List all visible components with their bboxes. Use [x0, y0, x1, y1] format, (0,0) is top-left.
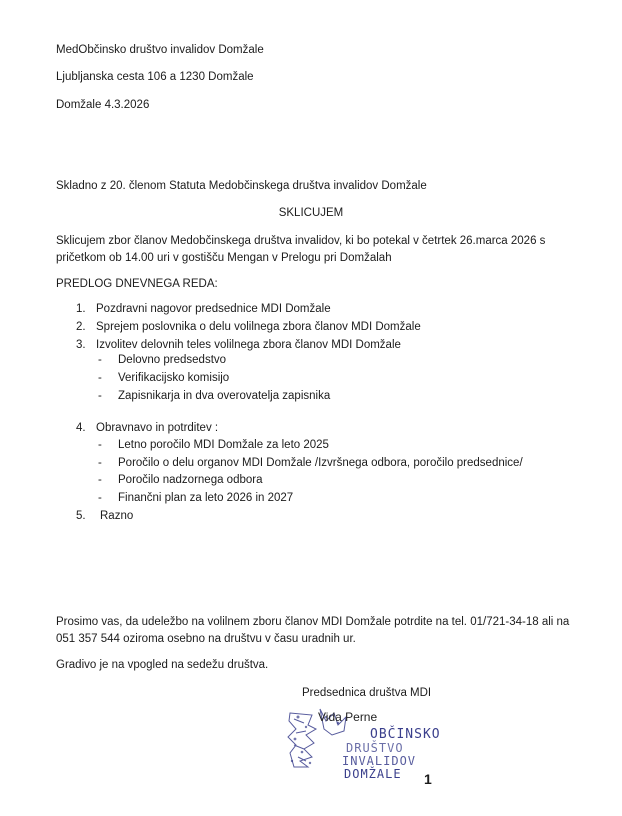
stamp-line-3: INVALIDOV — [342, 754, 417, 768]
stamp-line-2: DRUŠTVO — [346, 741, 404, 755]
agenda-number: 2. — [76, 321, 86, 333]
agenda-subitem: Zapisnikarja in dva overovatelja zapisnika — [118, 390, 331, 402]
org-address: Ljubljanska cesta 106 a 1230 Domžale — [56, 71, 254, 83]
document-title: SKLICUJEM — [278, 207, 344, 219]
signature-name: Vida Perne — [318, 710, 378, 724]
page-number: 1 — [424, 771, 432, 787]
stamp-line-4: DOMŽALE — [344, 767, 402, 781]
preamble: Skladno z 20. členom Statuta Medobčinskega društva invalidov Domžale — [56, 180, 427, 192]
intro-line-2: pričetkom ob 14.00 uri v gostišču Mengan v Prelogu pri Domžalah — [56, 252, 392, 264]
agenda-item: Obravnavo in potrditev : — [96, 422, 219, 434]
agenda-number: 4. — [76, 422, 86, 434]
bullet-dash: - — [98, 354, 102, 366]
agenda-title: PREDLOG DNEVNEGA REDA: — [56, 278, 218, 290]
agenda-item: Izvolitev delovnih teles volilnega zbora članov MDI Domžale — [96, 339, 401, 351]
agenda-item: Pozdravni nagovor predsednice MDI Domžale — [96, 303, 331, 315]
agenda-number: 1. — [76, 303, 86, 315]
bullet-dash: - — [98, 390, 102, 402]
bullet-dash: - — [98, 474, 102, 486]
agenda-subitem: Verifikacijsko komisijo — [118, 372, 230, 384]
agenda-item: Sprejem poslovnika o delu volilnega zbora članov MDI Domžale — [96, 321, 421, 333]
agenda-subitem: Delovno predsedstvo — [118, 354, 227, 366]
org-name: MedObčinsko društvo invalidov Domžale — [56, 44, 264, 56]
document-date: Domžale 4.3.2026 — [56, 99, 150, 111]
agenda-number: 5. — [76, 510, 86, 522]
bullet-dash: - — [98, 457, 102, 469]
agenda-subitem: Finančni plan za leto 2026 in 2027 — [118, 492, 294, 504]
closing-line-1: Prosimo vas, da udeležbo na volilnem zboru članov MDI Domžale potrdite na tel. 01/721-34-18 ali na — [56, 616, 570, 628]
agenda-subitem: Letno poročilo MDI Domžale za leto 2025 — [118, 439, 329, 451]
agenda-subitem: Poročilo nadzornega odbora — [118, 474, 263, 486]
bullet-dash: - — [98, 439, 102, 451]
stamp-line-1: OBČINSKO — [370, 727, 441, 742]
agenda-item: Razno — [100, 510, 134, 522]
closing-line-2: 051 357 544 oziroma osebno na društvu v času uradnih ur. — [56, 633, 356, 645]
intro-line-1: Sklicujem zbor članov Medobčinskega društva invalidov, ki bo potekal v četrtek 26.marca 2026 s — [56, 235, 546, 247]
signature-role: Predsednica društva MDI — [302, 687, 432, 699]
bullet-dash: - — [98, 492, 102, 504]
agenda-subitem: Poročilo o delu organov MDI Domžale /Izvršnega odbora, poročilo predsednice/ — [118, 457, 523, 469]
official-stamp — [286, 705, 441, 785]
materials-note: Gradivo je na vpogled na sedežu društva. — [56, 659, 269, 671]
agenda-number: 3. — [76, 339, 86, 351]
bullet-dash: - — [98, 372, 102, 384]
